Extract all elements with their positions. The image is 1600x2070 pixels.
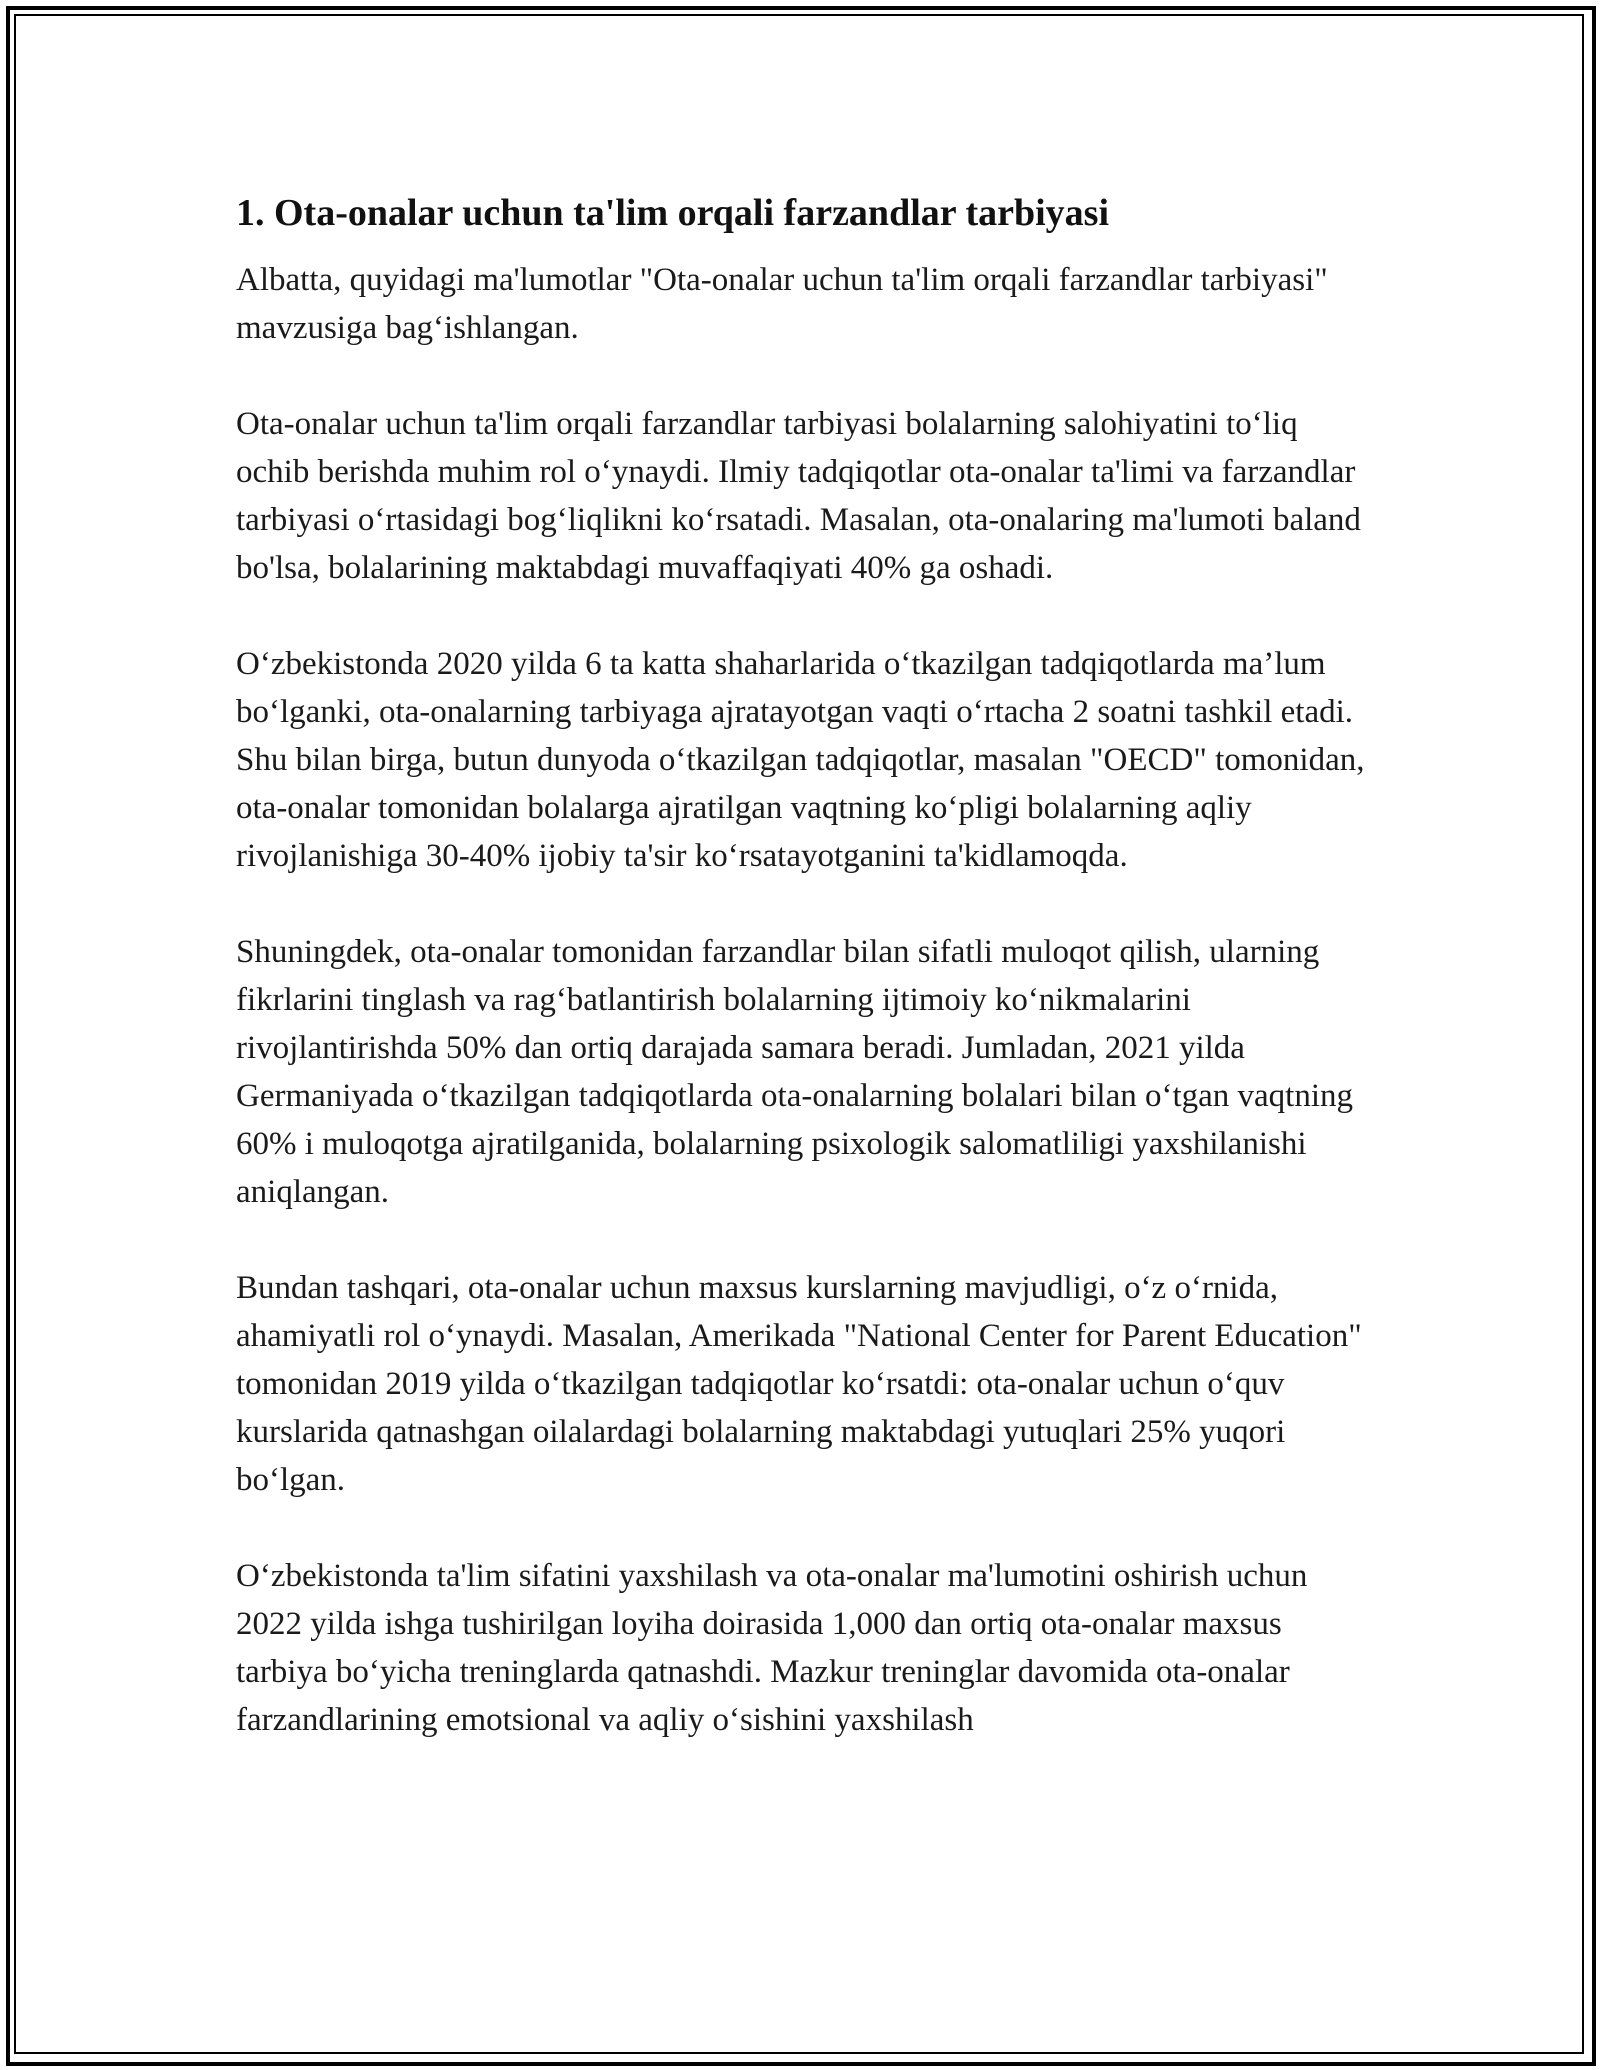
paragraph-courses: Bundan tashqari, ota-onalar uchun maxsus kurslarning mavjudligi, o‘z o‘rnida, ahamiyatli rol o‘ynaydi. Masalan, Amerikada "National Center for Parent Education" tomonidan 2019 yilda o‘tkazilgan tadqiqotlar ko‘rsatdi: ota-onalar uchun o‘quv kurslarida qatnashgan oilalardagi bolalarning maktabdagi yutuqlari 25% yuqori bo‘lgan. bbox=[236, 1270, 1362, 1498]
paragraph-uzbekistan-2022: O‘zbekistonda ta'lim sifatini yaxshilash va ota-onalar ma'lumotini oshirish uchun 2022 yilda ishga tushirilgan loyiha doirasida 1,000 dan ortiq ota-onalar maxsus tarbiya bo‘yicha treninglarda qatnashdi. Mazkur treninglar davomida ota-onalar farzandlarining emotsional va aqliy o‘sishini yaxshilash bbox=[236, 1558, 1308, 1738]
section-heading: 1. Ota-onalar uchun ta'lim orqali farzandlar tarbiyasi bbox=[236, 192, 1109, 234]
paragraph-importance: Ota-onalar uchun ta'lim orqali farzandlar tarbiyasi bolalarning salohiyatini to‘liq ochib berishda muhim rol o‘ynaydi. Ilmiy tadqiqotlar ota-onalar ta'limi va farzandlar tarbiyasi o‘rtasidagi bog‘liqlikni ko‘rsatadi. Masalan, ota-onalaring ma'lumoti baland bo'lsa, bolalarining maktabdagi muvaffaqiyati 40% ga oshadi. bbox=[236, 406, 1361, 586]
paragraph-intro: Albatta, quyidagi ma'lumotlar "Ota-onalar uchun ta'lim orqali farzandlar tarbiyasi" mavzusiga bag‘ishlangan. bbox=[236, 262, 1328, 346]
paragraph-uzbekistan-2020: O‘zbekistonda 2020 yilda 6 ta katta shaharlarida o‘tkazilgan tadqiqotlarda ma’lum bo‘lganki, ota-onalarning tarbiyaga ajratayotgan vaqti o‘rtacha 2 soatni tashkil etadi. Shu bilan birga, butun dunyoda o‘tkazilgan tadqiqotlar, masalan "OECD" tomonidan, ota-onalar tomonidan bolalarga ajratilgan vaqtning ko‘pligi bolalarning aqliy rivojlanishiga 30-40% ijobiy ta'sir ko‘rsatayotganini ta'kidlamoqda. bbox=[236, 646, 1365, 874]
paragraph-communication: Shuningdek, ota-onalar tomonidan farzandlar bilan sifatli muloqot qilish, ularning fikrlarini tinglash va rag‘batlantirish bolalarning ijtimoiy ko‘nikmalarini rivojlantirishda 50% dan ortiq darajada samara beradi. Jumladan, 2021 yilda Germaniyada o‘tkazilgan tadqiqotlarda ota-onalarning bolalari bilan o‘tgan vaqtning 60% i muloqotga ajratilganida, bolalarning psixologik salomatliligi yaxshilanishi aniqlangan. bbox=[236, 934, 1354, 1210]
document-body bbox=[236, 188, 1376, 1792]
